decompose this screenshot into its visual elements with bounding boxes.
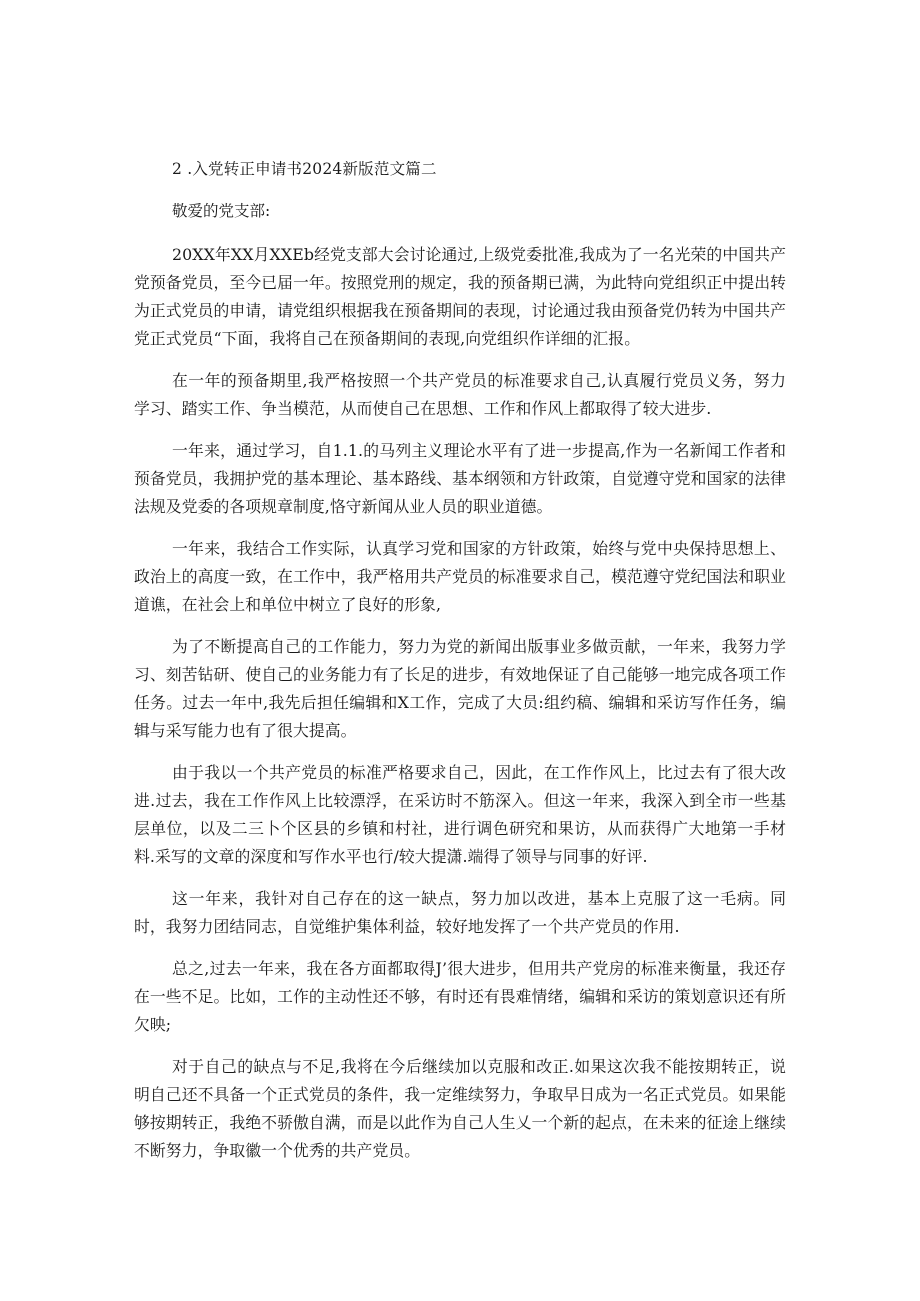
document-title: 2 .入党转正申请书2024新版范文篇二 <box>172 160 437 178</box>
paragraph-5: 为了不断提高自己的工作能力，努力为党的新闻出版事业多做贡献，一年来，我努力学习、刻苦钻研、使自己的业务能力有了长足的进步，有效地保证了自己能够一地完成各项工作任务。过去一年中,我先后担任编辑和X工作，完成了大员:组约稿、编辑和采访写作任务，编辑与采写能力也有了很大提高。 <box>134 637 786 740</box>
paragraph-4: 一年来，我结合工作实际，认真学习党和国家的方针政策，始终与党中央保持思想上、政治上的高度一致，在工作中，我严格用共产党员的标准要求自己，模范遵守党纪国法和职业道谯，在社会上和单位中树立了良好的形象, <box>134 539 786 614</box>
paragraph-8: 总之,过去一年来，我在各方面都取得J’很大进步，但用共产党房的标准来衡量，我还存在一些不足。比如，工作的主动性还不够，有时还有畏难情绪，编辑和采访的策划意识还有所欠映; <box>134 959 786 1034</box>
paragraph-9: 对于自己的缺点与不足,我将在今后继续加以克服和改正.如果这次我不能按期转正，说明自己还不具备一个正式党员的条件，我一定维续努力，争取早日成为一名正式党员。如果能够按期转正，我绝不骄傲自满，而是以此作为自己人生乂一个新的起点，在未来的征途上继续不断努力，争取徽一个优秀的共产党员。 <box>134 1057 786 1160</box>
paragraph-1: 20XX年XX月XXEb经党支部大会讨论通过,上级党委批准,我成为了一名光荣的中国共产党预备党员，至今已届一年。按照党刑的规定，我的预备期已满，为此特向党组织正中提出转为正式党员的申请，请党组织根据我在预备期间的表现，讨论通过我由预备党仍转为中国共产党正式党员“下面，我将自己在预备期间的表现,向党组织作详细的汇报。 <box>134 245 786 348</box>
document-body <box>134 155 786 1165</box>
paragraph-7: 这一年来，我针对自己存在的这一缺点，努力加以改进，基本上克服了这一毛病。同时，我努力团结同志，自觉维护集体利益，较好地发挥了一个共产党员的作用. <box>134 889 786 936</box>
salutation: 敬爱的党支部: <box>172 202 271 220</box>
paragraph-2: 在一年的预备期里,我严格按照一个共产党员的标准要求自己,认真履行党员义务，努力学习、踏实工作、争当模范，从而使自己在思想、工作和作风上都取得了较大进步. <box>134 371 786 418</box>
paragraph-3: 一年来，通过学习，自1.1.的马列主义理论水平有了进一步提高,作为一名新闻工作者和预备党员，我拥护党的基本理论、基本路线、基本纲领和方针政策，自觉遵守党和国家的法律法规及党委的各项规章制度,恪守新闻从业人员的职业道德。 <box>134 441 786 516</box>
paragraph-6: 由于我以一个共产党员的标准严格要求自己，因此，在工作作风上，比过去有了很大改进.过去，我在工作作风上比较漂浮，在采访时不筋深入。但这一年来，我深入到全市一些基层单位，以及二三卜个区县的乡镇和村社，进行调色研究和果访，从而获得广大地第一手材料.采写的文章的深度和写作水平也行/较大提潇.端得了领导与同事的好评. <box>134 763 786 866</box>
